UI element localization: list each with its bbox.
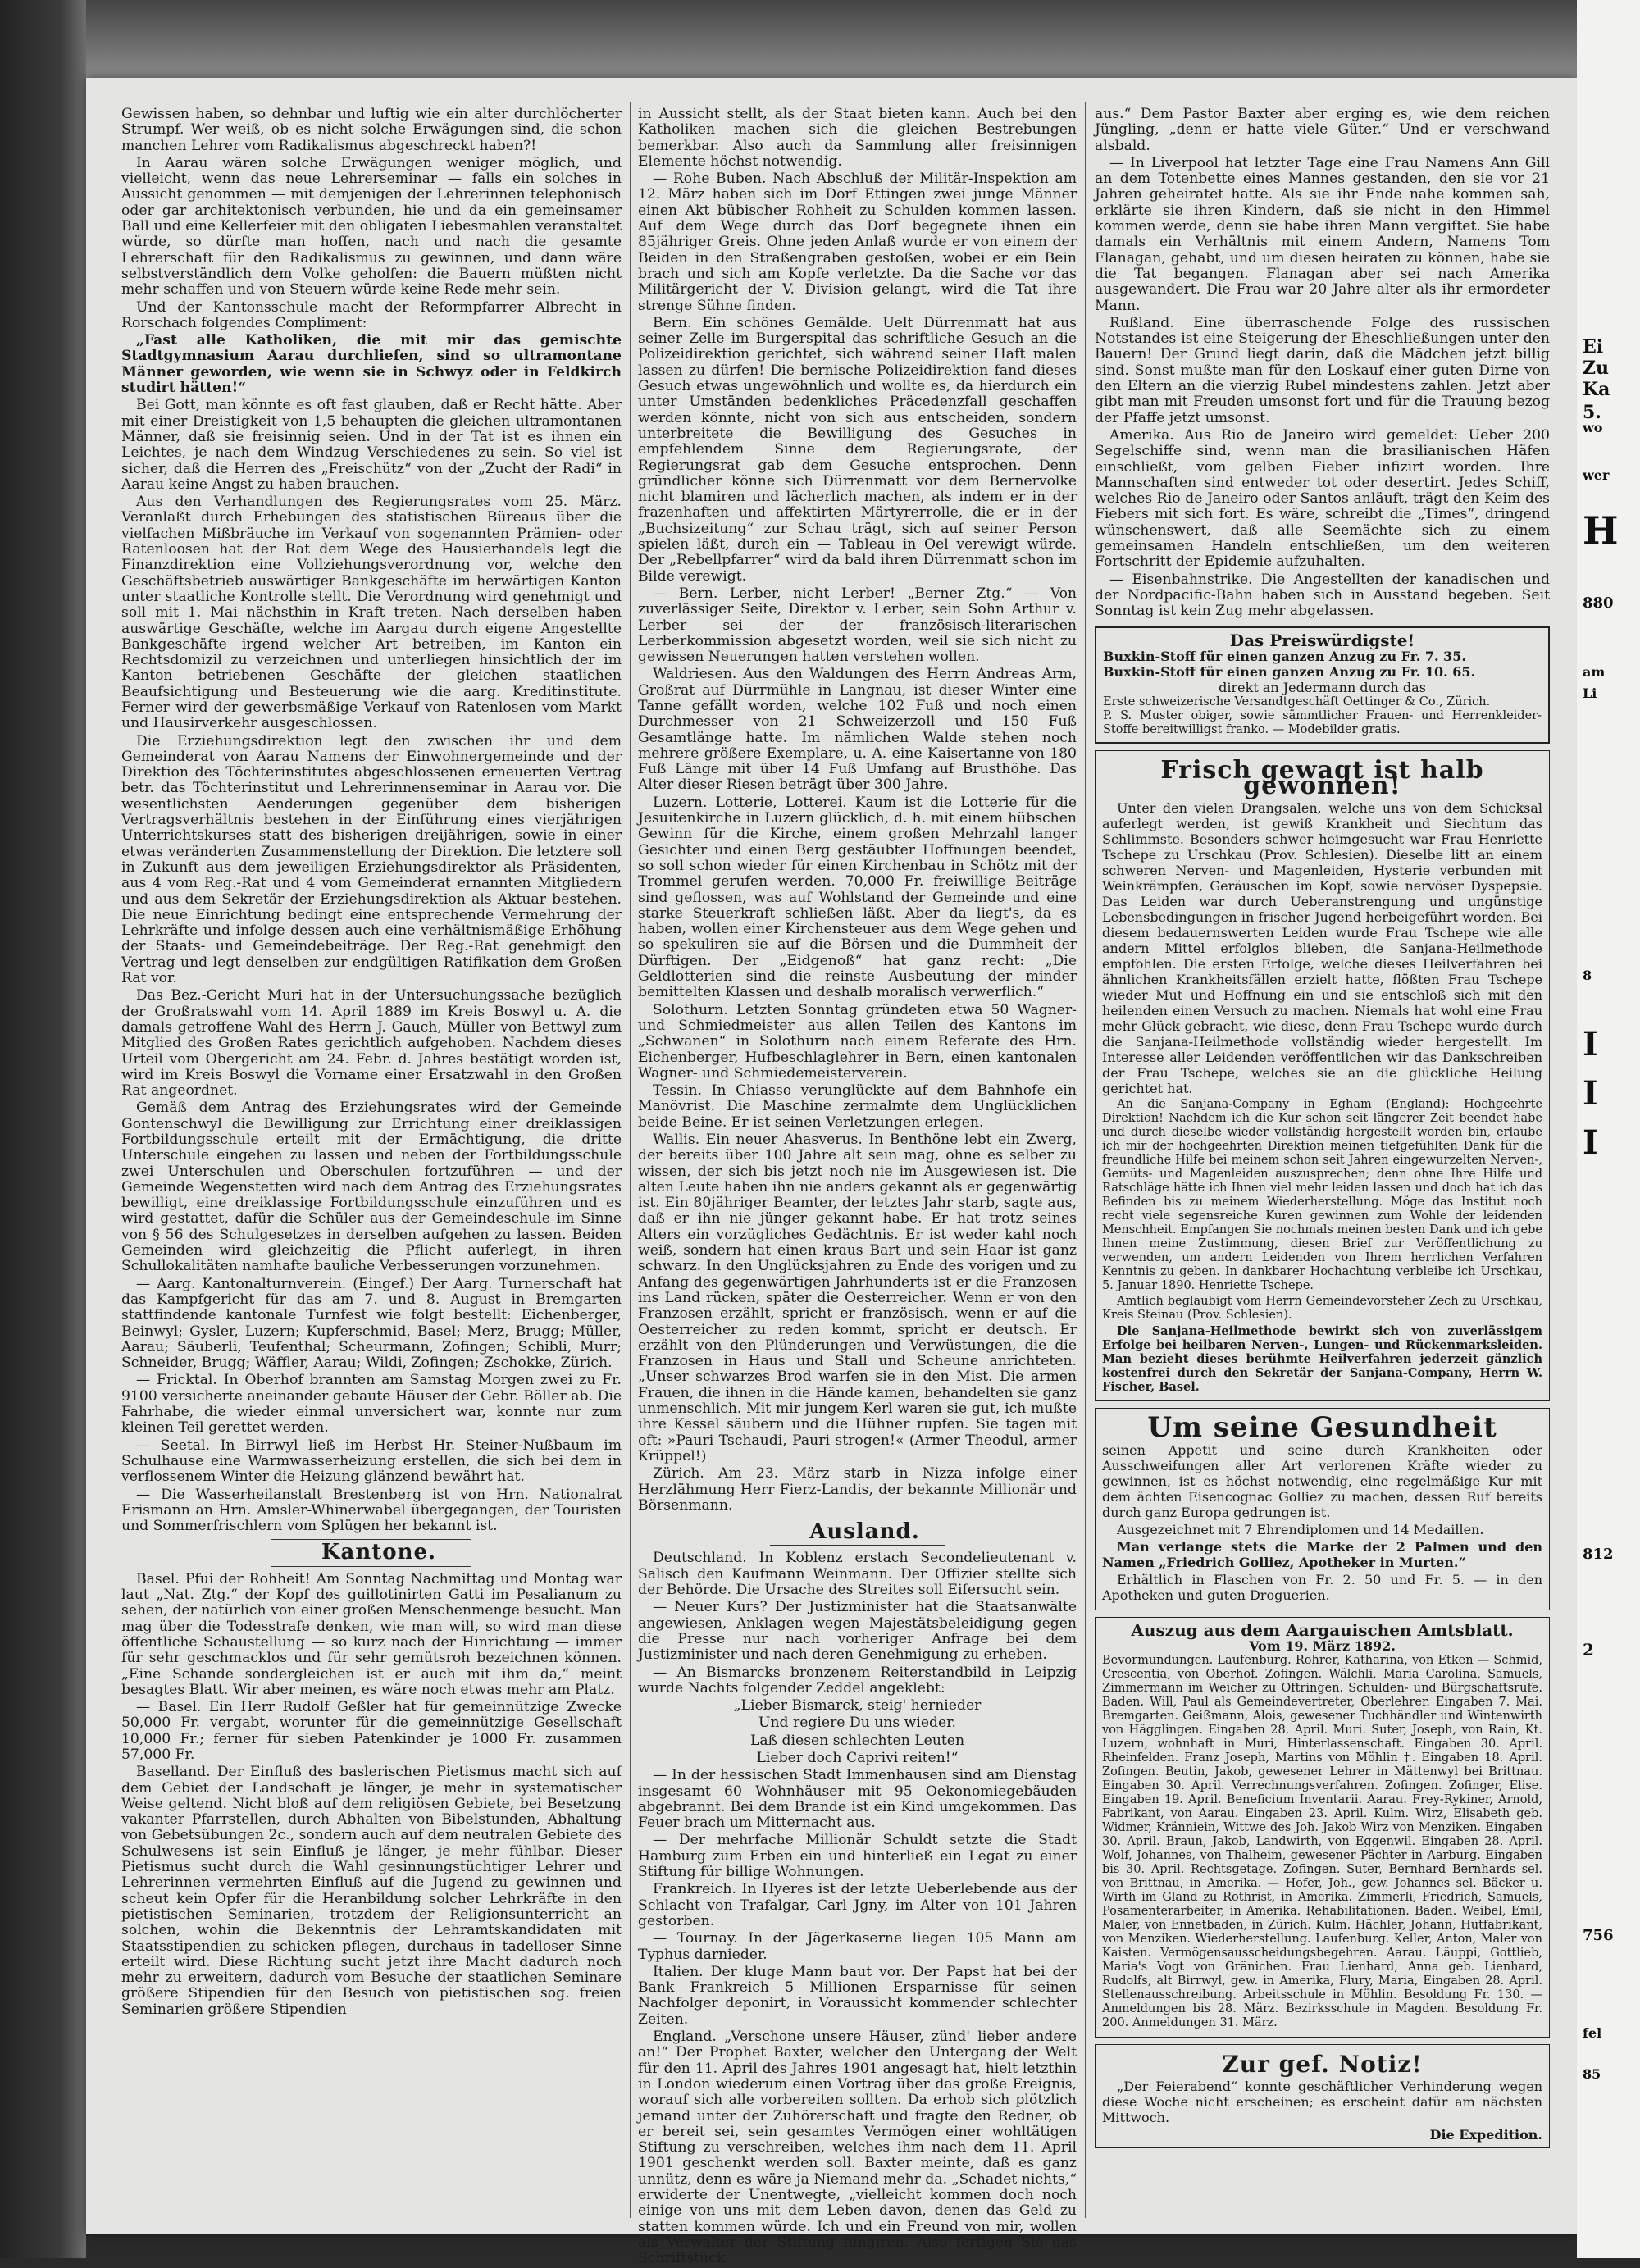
adjacent-page-fragment: Zu	[1583, 358, 1610, 379]
paragraph: — Tournay. In der Jägerkaserne liegen 105 Mann am Typhus darnieder.	[638, 1930, 1077, 1963]
paragraph: Bei Gott, man könnte es oft fast glauben, daß er Recht hätte. Aber mit einer Dreistigkeit von 1,5 behaupten die gleichen ultramontanen Männer, daß sie freisinnig seien. Und in der Tat ist es ihnen ein Leichtes, je nach dem Windzug Verschiedenes zu sein. So viel ist sicher, daß die Herren des „Freischütz“ von der „Zucht der Radi“ in Aarau keine Angst zu haben brauchen.	[121, 397, 622, 493]
verse-line: Lieber doch Caprivi reiten!“	[756, 1749, 959, 1766]
section-heading-ausland: Ausland.	[809, 1519, 920, 1545]
adjacent-page-fragment: wo	[1583, 420, 1603, 435]
ad-line: P. S. Muster obiger, sowie sämmtlicher Frauen- und Herrenkleider-Stoffe bereitwilligst franko. — Modebilder gratis.	[1103, 708, 1542, 736]
paragraph: — In Liverpool hat letzter Tage eine Frau Namens Ann Gill an dem Totenbette eines Mannes gestanden, den sie vor 21 Jahren geheiratet hatte. Als sie ihr Ende nahe kommen sah, erklärte sie ihren Kindern, daß sie nicht in den Himmel kommen werde, denn sie habe ihren Mann vergiftet. Sie habe damals ein Verhältnis mit einem Andern, Namens Tom Flanagan, gehabt, und um diesen heiraten zu können, habe sie die Tat begangen. Flanagan aber sei nach Amerika ausgewandert. Die Frau war 20 Jahre alter als ihr ermordeter Mann.	[1095, 154, 1550, 314]
paragraph: aus.“ Dem Pastor Baxter aber erging es, wie dem reichen Jüngling, „denn er hatte viele Güter.“ Und er verschwand alsbald.	[1095, 106, 1550, 154]
column-3	[1095, 107, 1550, 2155]
paragraph: Rußland. Eine überraschende Folge des russischen Notstandes ist eine Steigerung der Eheschließungen unter den Bauern! Der Grund liegt darin, daß die Mädchen jetzt billig sind. Sonst mußte man für den Loskauf einer guten Dirne von den Eltern an die vierzig Rubel mindestens zahlen. Jetzt aber gibt man mit Freuden umsonst fort und für die Trauung bezog der Pfaffe jetzt umsonst.	[1095, 314, 1550, 426]
paragraph: — Seetal. In Birrwyl ließ im Herbst Hr. Steiner-Nußbaum im Schulhause eine Warmwasserheizung erstellen, die sich bei dem in verflossenem Winter die Heizung glänzend bewährt hat.	[121, 1437, 622, 1486]
paragraph: Zürich. Am 23. März starb in Nizza infolge einer Herzlähmung Herr Fierz-Landis, der bekannte Millionär und Börsenmann.	[638, 1465, 1077, 1514]
paragraph: Bern. Ein schönes Gemälde. Uelt Dürrenmatt hat aus seiner Zelle im Burgerspital das schriftliche Gesuch an die Polizeidirektion gerichtet, sich während seiner Haft malen lassen zu dürfen! Die bernische Polizeidirektion fand dieses Gesuch etwas ungewöhnlich und wollte es, da hierdurch ein unter Umständen bedenkliches Präcedenzfall geschaffen werden könnte, nicht von sich aus entscheiden, sondern unterbreitete die Bewilligung des Gesuches in empfehlendem Sinne dem Regierungsrate, der Regierungsrat gab dem Gesuche entsprochen. Denn gründlicher könne sich Dürrenmatt vor dem Bernervolke nicht blamiren und lächerlich machen, als indem er in der frazenhaften und affektirten Märtyrerrolle, die er in der „Buchsizeitung“ zur Schau trägt, sich auf seiner Person spielen läßt, durch ein — Tableau in Oel verewigt würde. Der „Rebellpfarrer“ wird da bald ihren Dürrenmatt schon im Bilde verewigt.	[638, 314, 1077, 585]
ad-letter: An die Sanjana-Company in Egham (England): Hochgeehrte Direktion! Nachdem ich die Kur schon seit längerer Zeit beendet habe und durch dieselbe wieder vollständig hergestellt worden bin, erlaube ich mir der hochgeehrten Direktion meinen tiefgefühlten Dank für die freundliche Hilfe bei meinem schon seit Jahren eingewurzelten Nerven-, Gemüts- und Magenleiden auszusprechen; denn ohne Ihre Hilfe und Ratschläge hätte ich Ihnen viel mehr leiden lassen und doch hat ich das Befinden bis zu meinem Wiederherstellung. Möge das Institut noch recht viele segensreiche Kuren gewinnen zum Wohle der leidenden Menschheit. Empfangen Sie nochmals meinen besten Dank und ich gebe Ihnen meine Zustimmung, diesen Brief zur Veröffentlichung zu verwenden, um andern Leidenden von Ihrem herrlichen Verfahren Kenntnis zu geben. In dankbarer Hochachtung verbleibe ich Urschkau, 5. Januar 1890. Henriette Tschepe.	[1102, 1097, 1542, 1292]
ad-body: Unter den vielen Drangsalen, welche uns von dem Schicksal auferlegt werden, ist gewiß Krankheit und Siechtum das Schlimmste. Besonders schwer heimgesucht war Frau Henriette Tschepe zu Urschkau (Prov. Schlesien). Dieselbe litt an einem schweren Nerven- und Magenleiden, Hysterie verbunden mit Weinkrämpfen, Geräuschen im Kopf, sowie nervöser Dyspepsie. Das Leiden war durch Ueberanstrengung und ungünstige Lebensbedingungen in frischer Jugend herbeigeführt worden. Bei diesem bedauernswerten Leiden wurde Frau Tschepe wie alle andern Mittel erfolglos blieben, die Sanjana-Heilmethode empfohlen. Die ersten Erfolge, welche dieses Heilverfahren bei ähnlichen Krankheitsfällen erzielt hatte, flößten Frau Tschepe wieder Mut und Hoffnung ein und sie entschloß sich mit den heilenden einen Versuch zu machen. Niemals hat wohl eine Frau mehr Glück gebracht, wie diese, denn Frau Tschepe wurde durch die Sanjana-Heilmethode vollständig wieder hergestellt. Im Interesse aller Leidenden veröffentlichen wir das Dankschreiben der Frau Tschepe, welches sie an die glückliche Heilung gerichtet hat.	[1102, 799, 1542, 1096]
paragraph: Die Erziehungsdirektion legt den zwischen ihr und dem Gemeinderat von Aarau Namens der Einwohnergemeinde und der Direktion des Töchterinstitutes abgeschlossenen erneuerten Vertrag betr. das Töchterinstitut und Lehrerinnenseminar in Aarau vor. Die wesentlichsten Aenderungen gegenüber dem bisherigen Vertragsverhältnis bestehen in der Einführung eines vierjährigen Unterrichtskurses statt des bisherigen dreijährigen, sowie in einer etwas veränderten Zusammenstellung der Direktion. Die letztere soll in Zukunft aus dem jeweiligen Erziehungsdirektor als Präsidenten, aus 4 vom Reg.-Rat und 4 vom Gemeinderat ernannten Mitgliedern und aus dem Sekretär der Erziehungsdirektion als Aktuar bestehen. Die neue Einrichtung bedingt eine entsprechende Vermehrung der Lehrkräfte und infolge dessen auch eine verhältnismäßige Erhöhung der Staats- und Gemeindebeiträge. Der Reg.-Rat genehmigt den Vertrag und legt denselben zur endgültigen Ratifikation dem Großen Rat vor.	[121, 732, 622, 987]
paragraph: in Aussicht stellt, als der Staat bieten kann. Auch bei den Katholiken machen sich die gleichen Bestrebungen bemerkbar. Also auch da Sammlung aller freisinnigen Elemente höchst notwendig.	[638, 106, 1077, 170]
notiz-body: „Der Feierabend“ konnte geschäftlicher Verhinderung wegen diese Woche nicht erscheinen; es erscheint dafür am nächsten Mittwoch.	[1102, 2078, 1542, 2125]
notiz-box	[1095, 2044, 1550, 2148]
adjacent-page-fragment: Ei	[1583, 336, 1604, 358]
amtsblatt-date: Vom 19. März 1892.	[1249, 1637, 1396, 1654]
adjacent-page-fragment: Li	[1583, 685, 1597, 701]
adjacent-page-fragment: am	[1583, 664, 1606, 680]
paragraph: Waldriesen. Aus den Waldungen des Herrn Andreas Arm, Großrat auf Dürrmühle in Langnau, ist dieser Winter eine Tanne gefällt worden, welche 102 Fuß und noch einen Durchmesser von 21 Schweizerzoll und 150 Fuß Gesamtlänge hatte. Im nämlichen Walde stehen noch mehrere größere Exemplare, u. A. eine Kaisertanne von 180 Fuß Länge mit über 14 Fuß Umfang auf Brusthöhe. Das Alter dieser Riesen beträgt über 300 Jahre.	[638, 666, 1077, 794]
column-divider	[1085, 102, 1086, 2218]
ad-note: Man verlange stets die Marke der 2 Palmen und den Namen „Friedrich Golliez, Apotheker in Murten.“	[1102, 1538, 1542, 1570]
amtsblatt-body: Bevormundungen. Laufenburg. Rohrer, Katharina, von Etken — Schmid, Crescentia, von Oberhof. Zofingen. Wälchli, Maria Carolina, Samuels, Zimmermann im Weicher zu Oftringen. Schulden- und Bürgschaftsrufe. Baden. Will, Paul als Gemeindevertreter, Oberlehrer. Eingaben 7. Mai. Bremgarten. Geißmann, Alois, gewesener Tuchhändler und Wintenwirth von Hägglingen. Eingaben 28. April. Muri. Suter, Joseph, von Rain, Kt. Luzern, wohnhaft in Muri, Hinterlassenschaft. Eingaben 30. April. Rheinfelden. Franz Joseph, Martins von Möhlin †. Eingaben 18. April. Zofingen. Beutin, Jakob, gewesener Lehrer in Mättenwyl bei Brittnau. Eingaben 30. April. Verrechnungsverfahren. Zofingen. Zofinger, Elise. Eingaben 19. April. Beneficium Inventarii. Aarau. Frey-Rykiner, Arnold, Fabrikant, von Aarau. Eingaben 23. April. Kulm. Wirz, Elisabeth geb. Widmer, Kränniein, Wittwe des Joh. Jakob Wirz von Menziken. Eingaben 30. April. Braun, Jakob, Landwirth, von Eggenwil. Eingaben 28. April. Wolf, Johannes, von Thalheim, gewesener Pächter in Aarburg. Eingaben bis 30. April. Rechtsgetage. Zofingen. Suter, Bernhard Bernhards sel. von Brittnau, in Amerika. — Hofer, Joh., gew. Johannes sel. Bäcker u. Wirth im Gland zu Rothrist, in Amerika. Zimmerli, Friedrich, Samuels, Posamenterarbeiter, in Amerika. Rehabilitationen. Baden. Weibel, Emil, Maler, von Ennetbaden, in Zürich. Kulm. Hächler, Johann, Hutfabrikant, von Menziken. Wiederherstellung. Laufenburg. Keller, Anton, Maler von Kaisten. Vermögensausscheidungsbegehren. Aarau. Läuppi, Gottlieb, Maria's Vogt von Gränichen. Frau Lienhard, Anna geb. Lienhard, Rudolfs, alt Birrwyl, gew. in Amerika, Flury, Maria, Eingaben 28. April. Stellenausschreibung. Arbeitsschule in Möhlin. Besoldung Fr. 130. — Anmeldungen bis 28. März. Bezirksschule in Magden. Besoldung Fr. 200. Anmeldungen 31. März.	[1102, 1653, 1542, 2029]
ad-certification: Amtlich beglaubigt vom Herrn Gemeindevorsteher Zech zu Urschkau, Kreis Steinau (Prov. Schlesien).	[1102, 1294, 1542, 1322]
ad-golliez	[1095, 1408, 1550, 1610]
paragraph: — Aarg. Kantonalturnverein. (Eingef.) Der Aarg. Turnerschaft hat das Kampfgericht für das am 7. und 8. August in Bremgarten stattfindende kantonale Turnfest wie folgt bestellt: Eichenberger, Beinwyl; Gysler, Luzern; Kupferschmid, Basel; Merz, Brugg; Müller, Aarau; Säuberli, Teufenthal; Scheurmann, Zofingen; Schibli, Murr; Schneider, Brugg; Wäffler, Aarau; Wildi, Zofingen; Zschokke, Zürich.	[121, 1275, 622, 1372]
paragraph: Solothurn. Letzten Sonntag gründeten etwa 50 Wagner- und Schmiedmeister aus allen Teilen des Kantons im „Schwanen“ in Solothurn nach einem Referate des Hrn. Eichenberger, Hufbeschlaglehrer in Bern, einen kantonalen Wagner- und Schmiedemeisterverein.	[638, 1001, 1077, 1082]
ad-body: seinen Appetit und seine durch Krankheiten oder Ausschweifungen aller Art verlorenen Kräfte wieder zu gewinnen, ist es höchst notwendig, eine regelmäßige Kur mit dem ächten Eisencognac Golliez zu machen, dessen Ruf bereits durch ganz Europa gedrungen ist.	[1102, 1441, 1542, 1520]
paragraph: — Rohe Buben. Nach Abschluß der Militär-Inspektion am 12. März haben sich im Dorf Ettingen zwei junge Männer einen Akt bübischer Rohheit zu Schulden kommen lassen. Auf dem Wege durch das Dorf begegnete ihnen ein 85jähriger Greis. Ohne jeden Anlaß wurde er von einem der Beiden in den Straßengraben gestoßen, wobei er ein Bein brach und sich am Kopfe verletzte. Da die Sache vor das Militärgericht der V. Division gelangt, wird die Tat ihre strenge Sühne finden.	[638, 171, 1077, 314]
paragraph: Und der Kantonsschule macht der Reformpfarrer Albrecht in Rorschach folgendes Compliment:	[121, 298, 622, 331]
adjacent-page-fragment: fel	[1583, 2025, 1602, 2041]
adjacent-page-fragment: Ka	[1583, 379, 1610, 400]
adjacent-page-fragment: wer	[1583, 467, 1610, 483]
paragraph: Basel. Pfui der Rohheit! Am Sonntag Nachmittag und Montag war laut „Nat. Ztg.“ der Kopf des guillotinirten Gatti im Pesalianum zu sehen, der natürlich von einer großen Menschenmenge besucht. Man mag über die Todesstrafe denken, wie man will, so wird man diese öffentliche Schaustellung — so kurz nach der Hinrichtung — immer für sehr geschmacklos und für sehr gemütsroh bezeichnen können. „Eine Schande sondergleichen ist er auch mit ihm da,“ meint besagtes Blatt. Wir aber meinen, es wäre noch etwas mehr am Platz.	[121, 1570, 622, 1698]
paragraph: Italien. Der kluge Mann baut vor. Der Papst hat bei der Bank Frankreich 5 Millionen Ersparnisse für seinen Nachfolger deponirt, in Voraussicht kommender schlechter Zeiten.	[638, 1963, 1077, 2028]
ad-line: Buxkin-Stoff für einen ganzen Anzug zu Fr. 7. 35.	[1103, 648, 1466, 664]
paragraph: — Eisenbahnstrike. Die Angestellten der kanadischen und der Nordpacific-Bahn haben sich in Ausstand begeben. Seit Sonntag ist kein Zug mehr abgelassen.	[1095, 571, 1550, 620]
ad-line: Erste schweizerische Versandtgeschäft Oettinger & Co., Zürich.	[1103, 695, 1491, 708]
paragraph: Das Bez.-Gericht Muri hat in der Untersuchungssache bezüglich der Großratswahl vom 14. April 1889 im Kreis Boswyl u. A. die damals getroffene Wahl des Herrn J. Gauch, Müller von Bettwyl zum Mitglied des Großen Rates gerichtlich aufgehoben. Nachdem dieses Urteil vom Obergericht am 24. Febr. d. Jahres bestätigt worden ist, wird im Kreis Boswyl die Vorname einer Ersatzwahl in den Großen Rat angeordnet.	[121, 987, 622, 1100]
column-divider	[630, 102, 631, 2218]
ad-title: Um seine Gesundheit	[1147, 1410, 1497, 1444]
paragraph: Aus den Verhandlungen des Regierungsrates vom 25. März. Veranlaßt durch Erhebungen des statistischen Büreaus über die vielfachen Mißbräuche im Verkauf von sogenannten Prämien- oder Ratenloosen hat der Rat dem Wege des Hausierhandels legt die Finanzdirektion eine Vollziehungsverordnung vor, welche den Geschäftsbetrieb auswärtiger Bankgeschäfte im herwärtigen Kanton unter staatliche Kontrolle stellt. Die Verordnung wird genehmigt und soll mit 1. Mai nächsthin in Kraft treten. Nach derselben haben auswärtige Geschäfte, welche im Aargau durch eigene Angestellte Bankgeschäfte irgend welcher Art betreiben, im Kanton ein Rechtsdomizil zu verzeichnen und unterliegen hinsichtlich der im Kanton betriebenen Geschäfte der gleichen staatlichen Beaufsichtigung und Besteuerung wie die aarg. Kreditinstitute. Ferner wird der gewerbsmäßige Verkauf von Ratenlosen vom Markt und Hausirverkehr ausgeschlossen.	[121, 494, 622, 732]
verse-line: Laß diesen schlechten Leuten	[749, 1732, 965, 1749]
ad-sale: Erhältlich in Flaschen von Fr. 2. 50 und Fr. 5. — in den Apotheken und guten Droguerien.	[1102, 1571, 1542, 1603]
ad-buxkin	[1095, 626, 1550, 744]
column-1	[121, 107, 622, 2020]
adjacent-page-fragment: 8	[1583, 968, 1592, 983]
adjacent-page-fragment: 2	[1583, 1640, 1594, 1660]
paragraph: Gemäß dem Antrag des Erziehungsrates wird der Gemeinde Gontenschwyl die Bewilligung zur Errichtung einer dreiklassigen Fortbildungsschule erteilt mit der Ermächtigung, die dritte Unterschule eingehen zu lassen und neben der Fortbildungsschule zwei Unterschulen und Oberschulen fortzuführen — und der Gemeinde Wegenstetten wird nach dem Antrag des Erziehungsrates bewilligt, eine dreiklassige Fortbildungsschule einzuführen und es wird gestattet, dafür die Schüler aus der Gemeindeschule im Sinne von § 56 des Schulgesetzes in derselben aufgehen zu lassen. Beiden Gemeinden wird gleichzeitig die Pflicht auferlegt, in ihren Schullokalitäten namhafte bauliche Verbesserungen vorzunehmen.	[121, 1100, 622, 1275]
paragraph: Deutschland. In Koblenz erstach Secondelieutenant v. Salisch den Kaufmann Weinmann. Der Offizier stellte sich der Behörde. Die Ursache des Streites soll Eifersucht sein.	[638, 1550, 1077, 1599]
paragraph: Baselland. Der Einfluß des baslerischen Pietismus macht sich auf dem Gebiet der Landschaft je länger, je mehr in systematischer Weise geltend. Nicht bloß auf dem religiösen Gebiete, bei Besetzung vakanter Pfarrstellen, durch Abhalten von Bibelstunden, Abhaltung von Gebetsübungen 2c., sondern auch auf dem neutralen Gebiete des Schulwesens ist sein Einfluß je länger, je mehr fühlbar. Dieser Pietismus sucht durch die Wahl gesinnungstüchtiger Lehrer und Lehrerinnen vermehrten Einfluß auf die Jugend zu gewinnen und scheut kein Opfer für die Heranbildung solcher Lehrkräfte in den pietistischen Seminarien, trotzdem der Religionsunterricht an solchen, wohin die Bekenntnis der Lehramtskandidaten mit Staatsstipendien zu schicken pflegen, durchaus in tadelloser Sinne erteilt wird. Diese Richtung sucht jetzt ihre Macht dadurch noch mehr zu erweitern, dadurch vom Besuche der staatlichen Seminare größere Stipendien für den Besuch von pietistischen sog. freien Seminarien größere Stipendien	[121, 1764, 622, 2018]
paragraph: — Neuer Kurs? Der Justizminister hat die Staatsanwälte angewiesen, Anklagen wegen Majestätsbeleidigung gegen die Presse nur nach vorheriger Anfrage bei dem Justizminister und nach deren Genehmigung zu erheben.	[638, 1599, 1077, 1664]
column-2	[638, 107, 1077, 2268]
paragraph: — Bern. Lerber, nicht Lerber! „Berner Ztg.“ — Von zuverlässiger Seite, Direktor v. Lerber, sein Sohn Arthur v. Lerber sei der der französisch-literarischen Lerberkommission abgesetzt worden, weil sie sich nicht zu gewissen Neuerungen hatten verstehen wollen.	[638, 585, 1077, 666]
amtsblatt-box	[1095, 1617, 1550, 2038]
adjacent-page-fragment: 812	[1583, 1546, 1614, 1563]
section-rule	[271, 1566, 472, 1567]
section-rule	[770, 1545, 945, 1546]
paragraph: — In der hessischen Stadt Immenhausen sind am Dienstag insgesamt 60 Wohnhäuser mit 95 Oekonomiegebäuden abgebrannt. Bei dem Brande ist ein Kind umgekommen. Das Feuer brach um Mitternacht aus.	[638, 1767, 1077, 1832]
paragraph: — Der mehrfache Millionär Schuldt setzte die Stadt Hamburg zum Erben ein und hinterließ ein Legat zu einer Stiftung für billige Wohnungen.	[638, 1832, 1077, 1881]
ad-sanjana	[1095, 750, 1550, 1401]
paragraph: England. „Verschone unsere Häuser, zünd' lieber andere an!“ Der Prophet Baxter, welcher den Untergang der Welt für den 11. April des Jahres 1901 angesagt hat, hielt letzthin in London wiederum einen Vortrag über das große Ereignis, worauf sich alle vorbereiten sollten. Da erhob sich plötzlich jemand unter der Zuhörerschaft und fragte den Redner, ob er bereit sei, sein gesamtes Vermögen einer wohltätigen Stiftung zu verschreiben, welches ihm nach dem 11. April 1901 geschenkt werden soll. Baxter meinte, daß es ganz unnütz, denn es wäre ja Niemand mehr da. „Schadet nichts,“ erwiderte der Unentwegte, „vielleicht kommen doch noch einige von uns mit dem Leben davon, denen das Geld zu statten kommen würde. Ich und ein Freund von mir, wollen als Verwalter der Stiftung fungiren. Also fertigen Sie das Schriftstück	[638, 2029, 1077, 2267]
ad-line: direkt an Jedermann durch das	[1219, 679, 1426, 695]
verse-line: Und regiere Du uns wieder.	[758, 1715, 956, 1732]
paragraph: — Fricktal. In Oberhof brannten am Samstag Morgen zwei zu Fr. 9100 versicherte aneinander gebaute Häuser der Gebr. Böller ab. Die Fahrhabe, die wieder einmal unversichert war, konnte nur zum kleinen Teil gerettet werden.	[121, 1372, 622, 1437]
notiz-sign: Die Expedition.	[1429, 2126, 1542, 2143]
paragraph: Gewissen haben, so dehnbar und luftig wie ein alter durchlöcherter Strumpf. Wer weiß, ob es nicht solche Erwägungen sind, die schon manchen Lehrer vom Radikalismus abgeschreckt haben?!	[121, 106, 622, 154]
paragraph: — Die Wasserheilanstalt Brestenberg ist von Hrn. Nationalrat Erismann an Hrn. Amsler-Whinerwabel übergegangen, der Touristen und Sommerfrischlern vom Splügen her bekannt ist.	[121, 1486, 622, 1535]
scan-left-border	[0, 0, 86, 2258]
adjacent-page-fragment: I	[1583, 1074, 1598, 1113]
ad-title: Das Preiswürdigste!	[1229, 630, 1415, 650]
verse-line: „Lieber Bismarck, steig' hernieder	[733, 1697, 982, 1715]
quote: „Fast alle Katholiken, die mit mir das gemischte Stadtgymnasium Aarau durchliefen, sind so ultramontane Männer geworden, wie wenn sie in Schwyz oder in Feldkirch studirt hätten!“	[121, 332, 622, 397]
section-heading-kantone: Kantone.	[321, 1540, 437, 1565]
adjacent-page-fragment: H	[1583, 508, 1619, 553]
adjacent-page-fragment: 880	[1583, 594, 1614, 612]
adjacent-page-fragment: I	[1583, 1025, 1598, 1063]
adjacent-page-fragment: 756	[1583, 1927, 1614, 1944]
ad-line: Buxkin-Stoff für einen ganzen Anzug zu Fr. 10. 65.	[1103, 663, 1476, 680]
paragraph: Luzern. Lotterie, Lotterei. Kaum ist die Lotterie für die Jesuitenkirche in Luzern glücklich, d. h. mit einem hübschen Gewinn für die Kirche, einem großen Mehrzahl langer Gesichter und einen Berg gestäubter Hoffnungen beendet, so soll schon wieder für einen Kirchenbau in Schötz mit der Trommel gerufen werden. 70,000 Fr. freiwillige Beiträge sind geflossen, was auf Wohlstand der Gemeinde und eine starke Steuerkraft schließen läßt. Aber da liegt's, da es haben, wollen einer Kirchensteuer aus dem Wege gehen und so spekuliren sie auf die Börsen und die Dummheit der Dürftigen. Der „Eidgenoß“ hat ganz recht: „Die Geldlotterien sind die reinste Ausbeutung der minder bemittelten Klassen und deshalb moralisch verwerflich.“	[638, 794, 1077, 1001]
paragraph: — Basel. Ein Herr Rudolf Geßler hat für gemeinnützige Zwecke 50,000 Fr. vergabt, worunter für die gemeinnützige Gesellschaft 10,000 Fr.; ferner für sieben Patenkinder je 1000 Fr. zusammen 57,000 Fr.	[121, 1699, 622, 1763]
adjacent-page-fragment: I	[1583, 1123, 1598, 1162]
paragraph: Tessin. In Chiasso verunglückte auf dem Bahnhofe ein Manövrist. Die Maschine zermalmte dem Unglücklichen beide Beine. Er ist seinen Verletzungen erlegen.	[638, 1082, 1077, 1131]
amtsblatt-title: Auszug aus dem Aargauischen Amtsblatt.	[1131, 1619, 1514, 1640]
adjacent-page-fragment: 85	[1583, 2066, 1601, 2082]
ad-title: Frisch gewagt ist halb gewonnen!	[1160, 755, 1484, 800]
paragraph: — An Bismarcks bronzenem Reiterstandbild in Leipzig wurde Nachts folgender Zeddel angeklebt:	[638, 1664, 1077, 1696]
ad-footer: Die Sanjana-Heilmethode bewirkt sich von zuverlässigem Erfolge bei heilbaren Nerven-, Lungen- und Rückenmarksleiden. Man bezieht dieses berühmte Heilverfahren jederzeit gänzlich kostenfrei durch den Sekretär der Sanjana-Company, Herrn W. Fischer, Basel.	[1102, 1323, 1542, 1394]
ad-award: Ausgezeichnet mit 7 Ehrendiplomen und 14 Medaillen.	[1117, 1521, 1484, 1537]
paragraph: In Aarau wären solche Erwägungen weniger möglich, und vielleicht, wenn das neue Lehrerseminar — falls ein solches in Aussicht genommen — mit demjenigen der Lehrerinnen telephonisch oder gar architektonisch verbunden, hie und da ein gemeinsamer Ball und eine Kellerfeier mit den obligaten Liebesmahlen veranstaltet würde, so dürfte man hoffen, nach und nach die gesamte Lehrerschaft für den Radikalismus zu gewinnen, und dann wäre selbstverständlich dem Volke geholfen: die Bauern müßten nicht mehr schaffen und von Steuern würde keine Rede mehr sein.	[121, 154, 622, 298]
scan-top-border	[86, 0, 1577, 78]
paragraph: Frankreich. In Hyeres ist der letzte Ueberlebende aus der Schlacht von Trafalgar, Carl Jgny, im Alter von 101 Jahren gestorben.	[638, 1881, 1077, 1929]
paragraph: Wallis. Ein neuer Ahasverus. In Benthöne lebt ein Zwerg, der bereits über 100 Jahre alt sein mag, ohne es selber zu wissen, der sich bis jetzt noch nie im Ausgewiesen ist. Die alten Leute haben ihn nie anders gekannt als er gegenwärtig ist. Ein 80jähriger Beamter, der letztes Jahr starb, sagte aus, daß er ihn nie jünger gekannt habe. Er hat trotz seines Alters ein vorzügliches Gedächtnis. Er ist weder kahl noch weiß, sondern hat einen kraus Bart und sein Haar ist ganz schwarz. In den Unglücksjahren zu Ende des vorigen und zu Anfang des gegenwärtigen Jahrhunderts ist er die Franzosen ins Land rücken, später die Oesterreicher. Wenn er von den Franzosen erzählt, spricht er französisch, wenn er auf die Oesterreicher zu reden kommt, spricht er deutsch. Er erzählt von den Plünderungen und Verwüstungen, die die Franzosen in Haus und Stall und Scheune anrichteten. „Unser schwarzes Brod warfen sie in den Mist. Die armen Frauen, die ihnen in die Hände kamen, behandelten sie ganz unmenschlich. Mit mir jungem Kerl waren sie gut, ich mußte ihre Kessel säubern und die Hühner rupfen. Sie tagen mit oft: »Pauri Tschaudi, Pauri strogen!« (Armer Theodul, armer Krüppel!)	[638, 1132, 1077, 1464]
adjacent-page-fragment: 5.	[1583, 402, 1601, 423]
paragraph: Amerika. Aus Rio de Janeiro wird gemeldet: Ueber 200 Segelschiffe sind, wenn man die brasilianischen Häfen einschließt, vom gelben Fieber infizirt worden. Ihre Mannschaften sind entweder tot oder desertirt. Jedes Schiff, welches Rio de Janeiro oder Santos anläuft, trägt den Keim des Fiebers mit sich fort. Es wäre, schreibt die „Times“, dringend wünschenswert, daß alle Seemächte sich zu einem gemeinsamen Handeln entschließen, um den weiteren Fortschritt der Epidemie aufzuhalten.	[1095, 426, 1550, 571]
notiz-title: Zur gef. Notiz!	[1222, 2050, 1423, 2078]
